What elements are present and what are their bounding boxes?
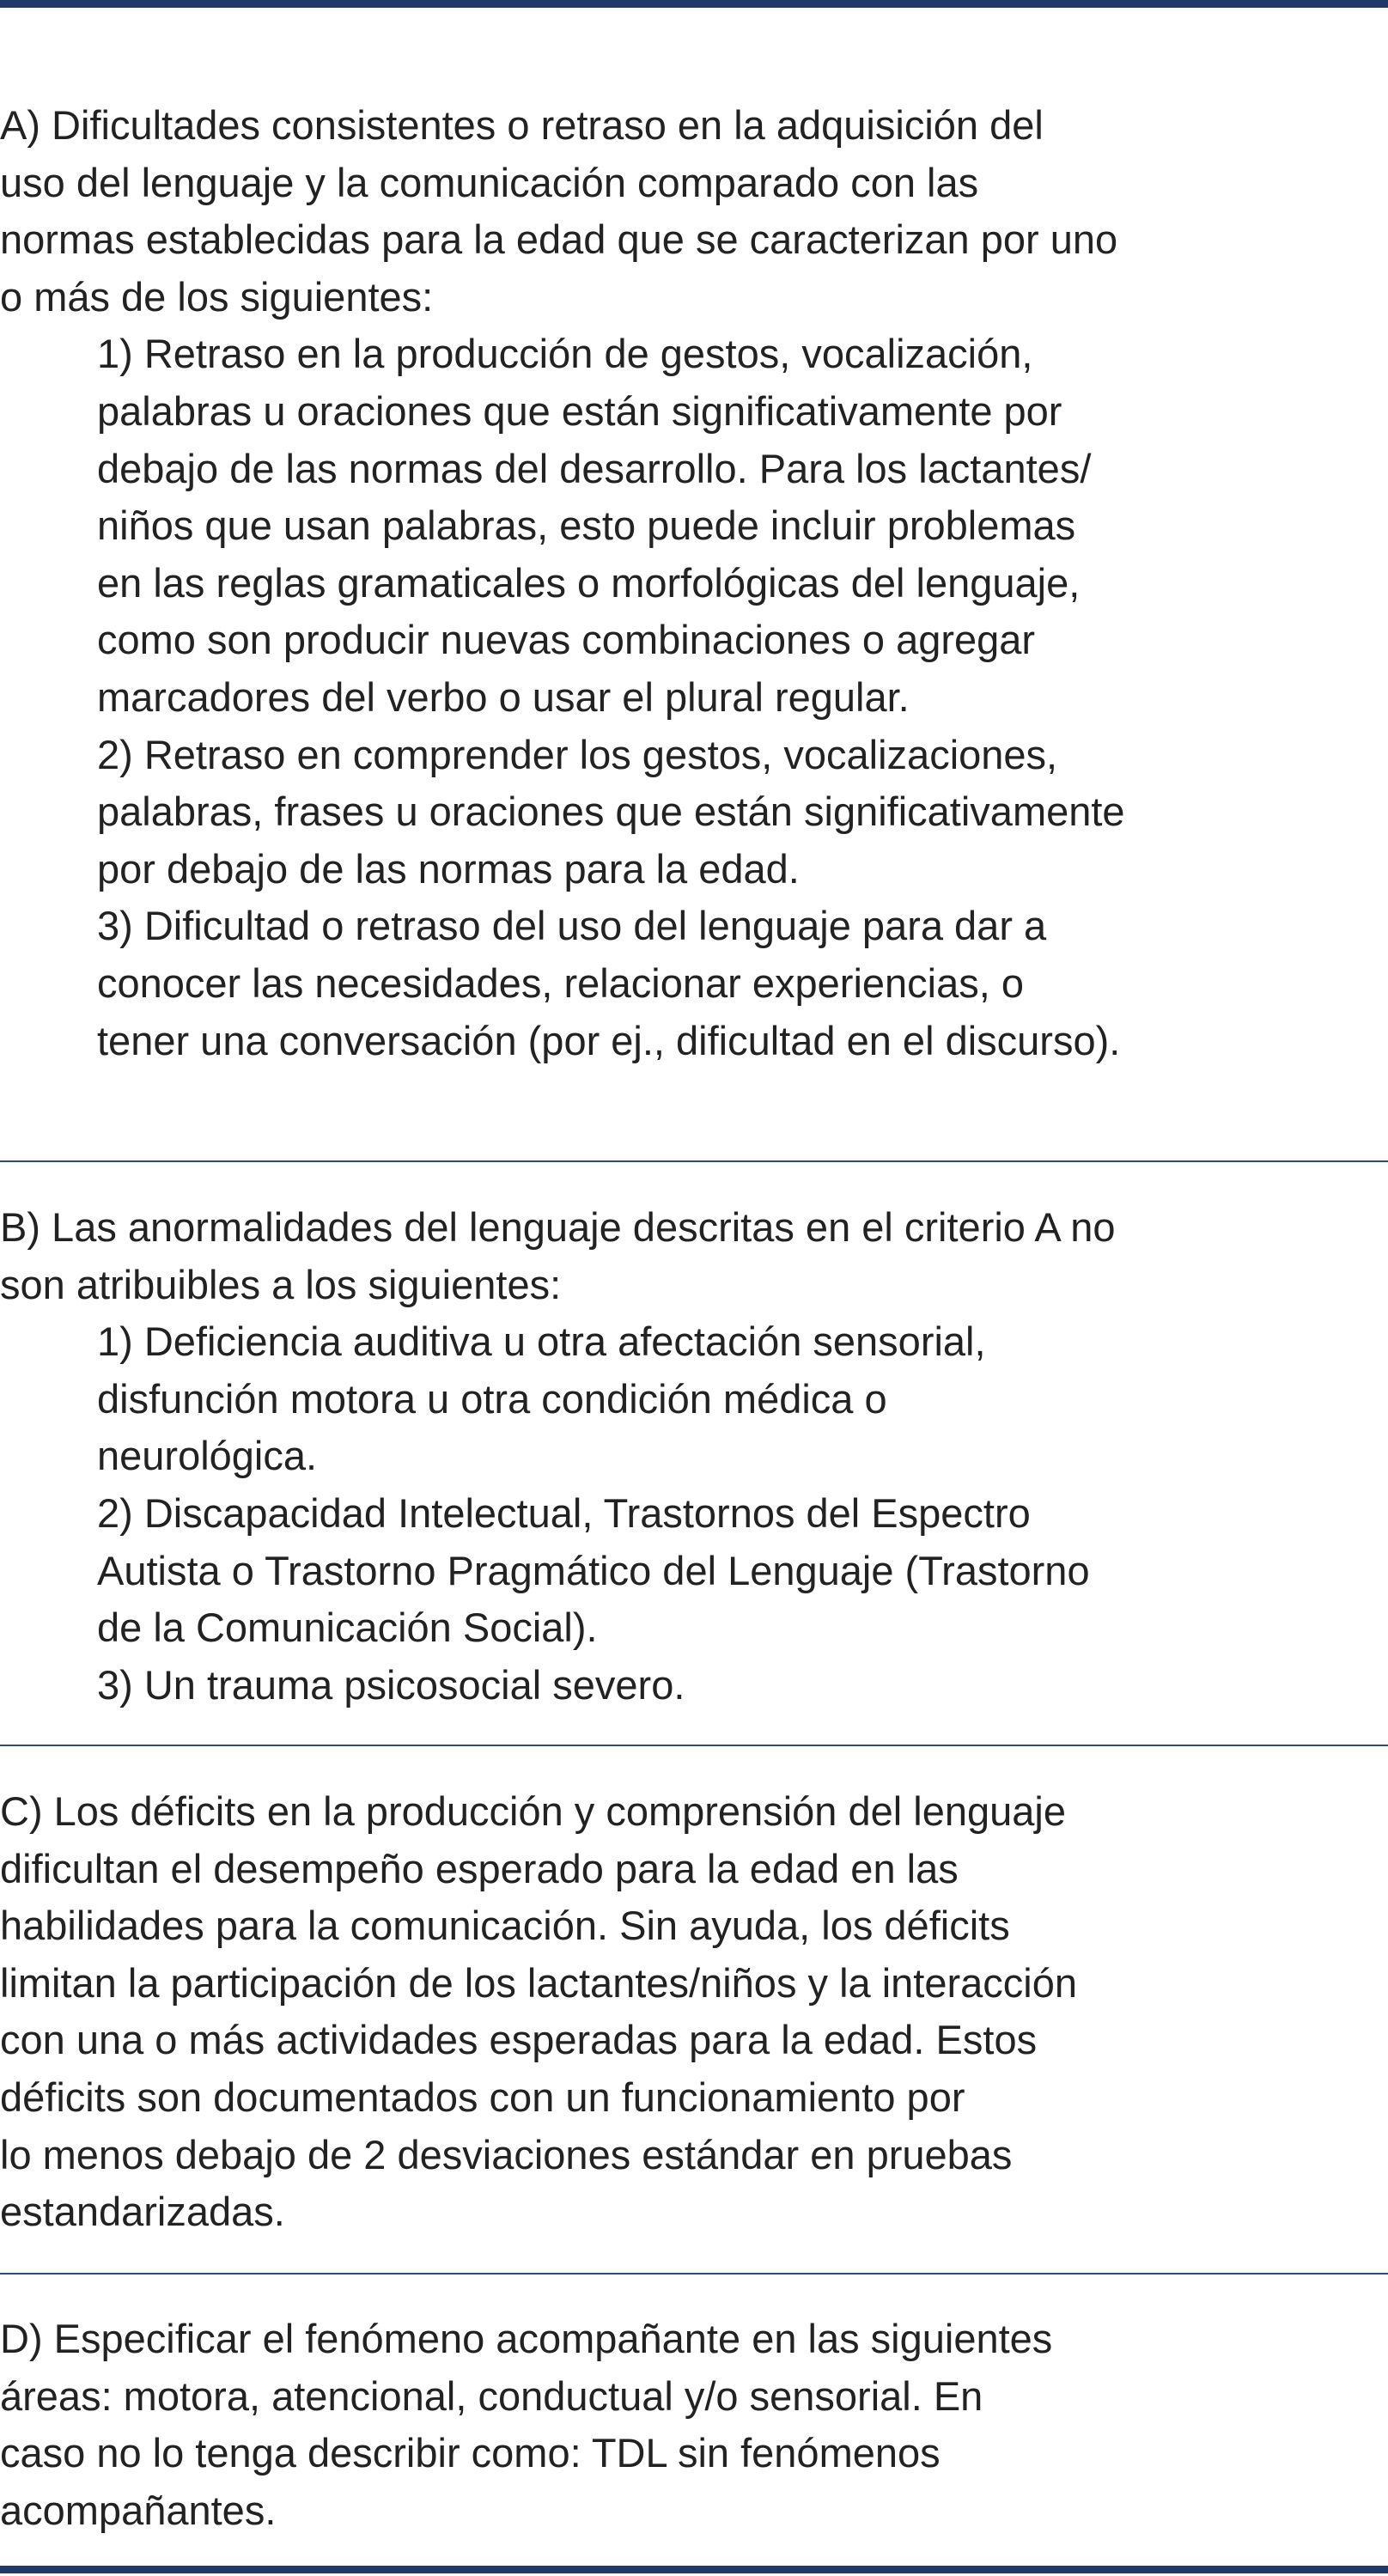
item-line: por debajo de las normas para la edad.: [97, 845, 800, 892]
item-line: tener una conversación (por ej., dificultad en el discurso).: [97, 1017, 1121, 1063]
item-line: en las reglas gramaticales o morfológicas del lenguaje,: [97, 559, 1081, 606]
criterion-a-line-1: A) Dificultades consistentes o retraso en la adquisición del: [0, 102, 1044, 148]
item-line: de la Comunicación Social).: [97, 1605, 598, 1651]
item-line: niños que usan palabras, esto puede incluir problemas: [97, 502, 1076, 549]
criterion-c-line-2: dificultan el desempeño esperado para la edad en las: [0, 1845, 959, 1891]
item-line: como son producir nuevas combinaciones o agregar: [97, 617, 1036, 663]
item-line: palabras u oraciones que están significativamente por: [97, 387, 1062, 434]
item-line: disfunción motora u otra condición médica o: [97, 1375, 887, 1422]
item-line: 1) Deficiencia auditiva u otra afectación sensorial,: [97, 1318, 986, 1365]
item-line: marcadores del verbo o usar el plural regular.: [97, 673, 910, 720]
bottom-rule: [0, 2566, 1388, 2573]
criterion-b: [0, 1199, 1388, 1714]
item-line: 2) Retraso en comprender los gestos, vocalizaciones,: [97, 731, 1058, 777]
section-divider-cd: [0, 2273, 1388, 2275]
criterion-c-line-8: estandarizadas.: [0, 2189, 285, 2235]
criterion-b-item-1: [0, 1313, 1388, 1485]
criterion-a-line-4: o más de los siguientes:: [0, 273, 434, 320]
section-divider-bc: [0, 1745, 1388, 1746]
criterion-a-item-2: [0, 727, 1388, 898]
criterion-c: [0, 1783, 1388, 2241]
item-line: 1) Retraso en la producción de gestos, vocalización,: [97, 331, 1033, 377]
criterion-c-line-4: limitan la participación de los lactantes/niños y la interacción: [0, 1959, 1077, 2006]
item-line: conocer las necesidades, relacionar experiencias, o: [97, 959, 1025, 1006]
criterion-c-line-5: con una o más actividades esperadas para la edad. Estos: [0, 2017, 1038, 2063]
item-line: palabras, frases u oraciones que están significativamente: [97, 789, 1125, 835]
criterion-d-line-4: acompañantes.: [0, 2487, 277, 2533]
criterion-d-line-2: áreas: motora, atencional, conductual y/o sensorial. En: [0, 2372, 983, 2419]
criterion-c-line-7: lo menos debajo de 2 desviaciones estándar en pruebas: [0, 2131, 1013, 2177]
criterion-a-item-1: [0, 326, 1388, 726]
criterion-b-item-3: [0, 1657, 1388, 1714]
criterion-a-line-3: normas establecidas para la edad que se caracterizan por uno: [0, 216, 1118, 263]
criterion-c-line-1: C) Los déficits en la producción y comprensión del lenguaje: [0, 1788, 1066, 1834]
criterion-d-line-1: D) Especificar el fenómeno acompañante en las siguientes: [0, 2316, 1053, 2361]
item-line: debajo de las normas del desarrollo. Para los lactantes/: [97, 445, 1092, 491]
item-line: 3) Dificultad o retraso del uso del lenguaje para dar a: [97, 903, 1047, 949]
criterion-a-item-3: [0, 898, 1388, 1069]
criterion-d: [0, 2311, 1388, 2539]
item-line: neurológica.: [97, 1433, 318, 1479]
top-rule: [0, 0, 1388, 8]
criterion-c-line-6: déficits son documentados con un funcionamiento por: [0, 2074, 965, 2120]
criterion-d-line-3: caso no lo tenga describir como: TDL sin fenómenos: [0, 2430, 941, 2476]
criterion-b-line-1: B) Las anormalidades del lenguaje descritas en el criterio A no: [0, 1204, 1116, 1250]
criterion-b-item-2: [0, 1485, 1388, 1657]
item-line: Autista o Trastorno Pragmático del Lenguaje (Trastorno: [97, 1547, 1090, 1593]
criterion-a-line-2: uso del lenguaje y la comunicación comparado con las: [0, 159, 979, 205]
criterion-c-line-3: habilidades para la comunicación. Sin ayuda, los déficits: [0, 1903, 1010, 1949]
item-line: 3) Un trauma psicosocial severo.: [97, 1661, 685, 1708]
item-line: 2) Discapacidad Intelectual, Trastornos del Espectro: [97, 1489, 1031, 1536]
criterion-b-line-2: son atribuibles a los siguientes:: [0, 1261, 562, 1307]
criterion-a: [0, 97, 1388, 1069]
section-divider-ab: [0, 1160, 1388, 1162]
